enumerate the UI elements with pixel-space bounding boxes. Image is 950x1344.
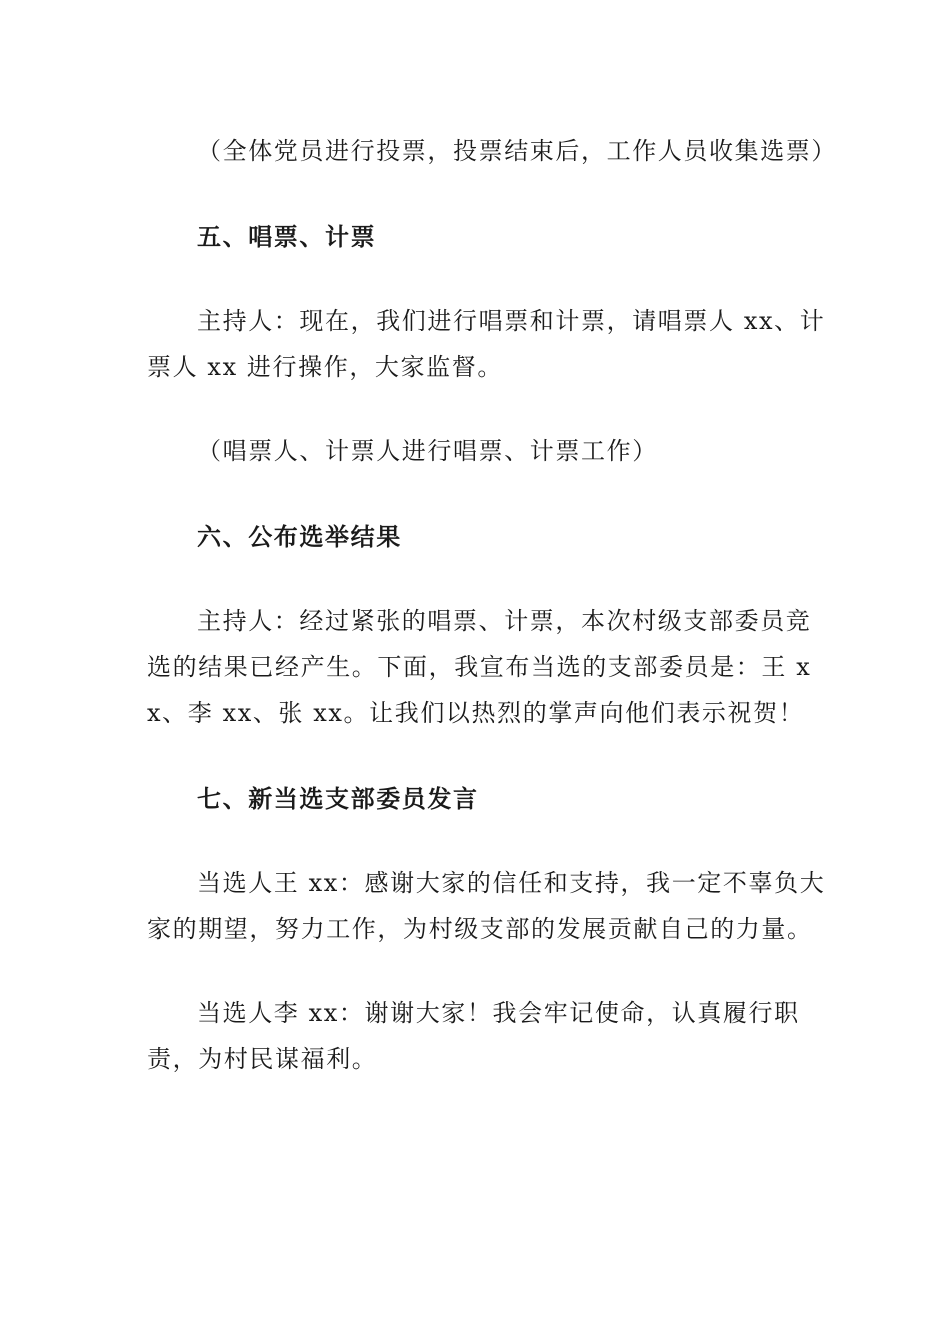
paragraph-speech-li: 当选人李 xx：谢谢大家！我会牢记使命，认真履行职责，为村民谋福利。: [147, 999, 800, 1073]
paragraph-host-counting: 主持人：现在，我们进行唱票和计票，请唱票人 xx、计票人 xx 进行操作，大家监督。: [147, 307, 826, 381]
heading-section-7: 七、新当选支部委员发言: [197, 785, 479, 813]
paragraph-voting-note: （全体党员进行投票，投票结束后，工作人员收集选票）: [197, 137, 837, 165]
paragraph-host-results: 主持人：经过紧张的唱票、计票，本次村级支部委员竞选的结果已经产生。下面，我宣布当选的支部委员是：王 xx、李 xx、张 xx。让我们以热烈的掌声向他们表示祝贺！: [147, 607, 812, 727]
heading-section-5: 五、唱票、计票: [197, 223, 377, 251]
paragraph-speech-wang: 当选人王 xx：感谢大家的信任和支持，我一定不辜负大家的期望，努力工作，为村级支部的发展贡献自己的力量。: [147, 869, 826, 943]
document-page: [147, 128, 837, 1082]
heading-section-6: 六、公布选举结果: [197, 523, 402, 551]
paragraph-counting-note: （唱票人、计票人进行唱票、计票工作）: [197, 437, 658, 465]
